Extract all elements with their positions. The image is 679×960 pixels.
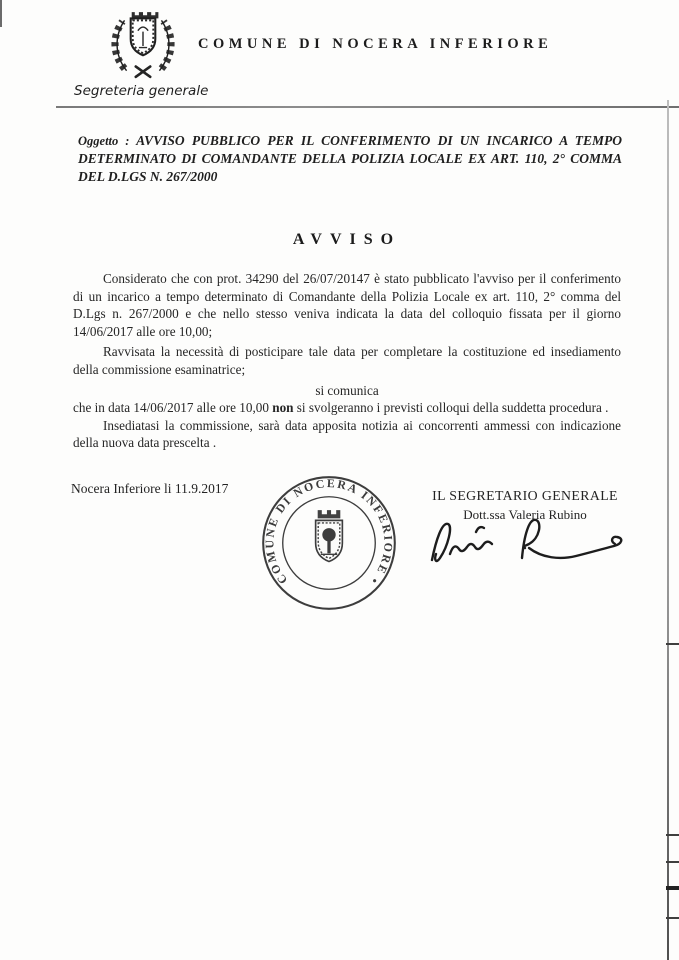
subject-label: Oggetto : [78,133,130,148]
handwritten-signature-icon [424,506,632,578]
document-body [73,270,621,452]
signer-title: IL SEGRETARIO GENERALE [432,488,618,503]
scan-edge-tick [666,886,679,890]
paragraph-3-emphasis: non [272,400,294,416]
subject-paragraph [78,132,622,186]
body-paragraph-2: Ravvisata la necessità di posticipare tale data per completare la costituzione ed insediamento della commissione esaminatrice; [73,344,621,377]
header-divider [56,106,679,108]
scan-edge-tick [666,834,679,836]
municipal-crest-icon [104,5,182,83]
place-date-line: Nocera Inferiore li 11.9.2017 [71,480,229,496]
document-title: AVVISO [292,231,402,249]
paragraph-3-text-end: si svolgeranno i previsti colloqui della suddetta procedura . [293,400,609,416]
body-paragraph-4: Insediatasi la commissione, sarà data apposita notizia ai concorrenti ammessi con indicazione della nuova data prescelta . [73,417,621,451]
department-label: Segreteria generale [74,83,209,99]
body-paragraph-1: Considerato che con prot. 34290 del 26/07/20147 è stato pubblicato l'avviso per il conferimento di un incarico a tempo determinato di Comandante della Polizia Locale ex art. 110, 2° comma del D.Lgs n. 267/2000 e che nello stesso veniva indicata la data del colloquio fissata per il giorno 14/06/2017 alle ore 10,00; [73,271,621,339]
paragraph-3-text: che in data 14/06/2017 alle ore 10,00 [73,400,273,416]
scan-edge-line [667,100,669,960]
scan-edge-tick [666,861,679,863]
municipality-name: COMUNE DI NOCERA INFERIORE [198,36,553,52]
stamp-circular-text: COMUNE DI NOCERA INFERIORE • [262,476,396,589]
subject-text: AVVISO PUBBLICO PER IL CONFERIMENTO DI UN INCARICO A TEMPO DETERMINATO DI COMANDANTE DELLA POLIZIA LOCALE EX ART. 110, 2° COMMA DEL D.LGS N. 267/2000 [78,132,623,184]
scan-edge-tick [666,643,679,645]
scan-corner-artifact [0,0,2,27]
round-stamp-icon [256,470,402,616]
signer-name: Dott.ssa Valeria Rubino [463,507,587,522]
body-paragraph-3 [73,399,621,417]
announcement-line: si comunica [315,382,379,398]
scan-edge-tick [666,917,679,919]
